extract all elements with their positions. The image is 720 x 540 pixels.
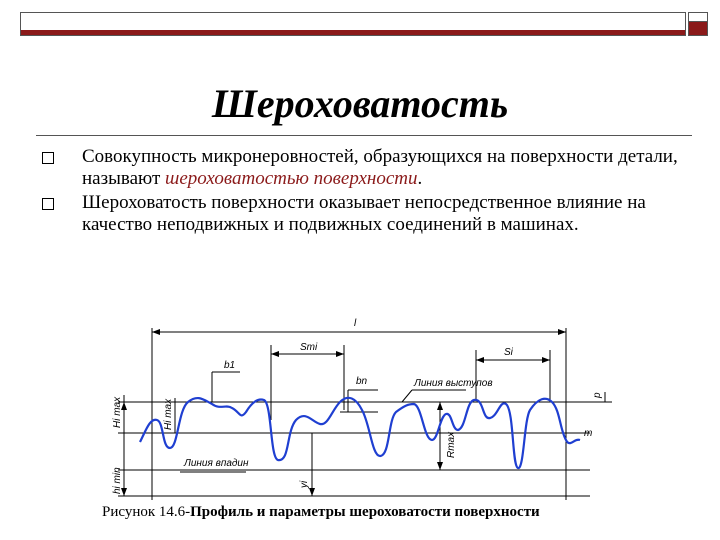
hi-max-small-label: Hi max xyxy=(163,398,174,430)
peak-line-label-leader xyxy=(402,390,412,402)
yi-label: yi xyxy=(299,480,310,488)
b1-label: b1 xyxy=(224,360,236,371)
slide-title: Шероховатость xyxy=(211,81,509,126)
figure-caption xyxy=(102,504,662,521)
bullet-1-emphasis: шероховатостью поверхности xyxy=(165,168,418,189)
m-label: m xyxy=(584,428,593,439)
hi-min-label: hi min xyxy=(112,467,123,494)
si-label: Si xyxy=(504,347,513,358)
bn-label: bn xyxy=(356,376,368,387)
bullet-1-text: Совокупность микронеровностей, образующихся на поверхности детали, называют xyxy=(82,146,678,189)
valley-line-label: Линия впадин xyxy=(184,458,249,469)
bullet-2-text: Шероховатость поверхности оказывает непосредственное влияние на качество неподвижных и подвижных соединений в машинах. xyxy=(82,192,646,235)
caption-title: Профиль и параметры шероховатости поверхности xyxy=(190,504,540,520)
peak-line-label: Линия выступов xyxy=(414,378,493,389)
p-label: p xyxy=(592,392,603,398)
bullet-1-tail: . xyxy=(417,168,423,189)
rmax-label: Rmax xyxy=(446,431,457,458)
caption-prefix: Рисунок 14.6- xyxy=(102,504,191,520)
smi-label: Smi xyxy=(300,342,318,353)
hi-max-label: Hi max xyxy=(112,396,123,428)
l-label: l xyxy=(354,318,357,329)
